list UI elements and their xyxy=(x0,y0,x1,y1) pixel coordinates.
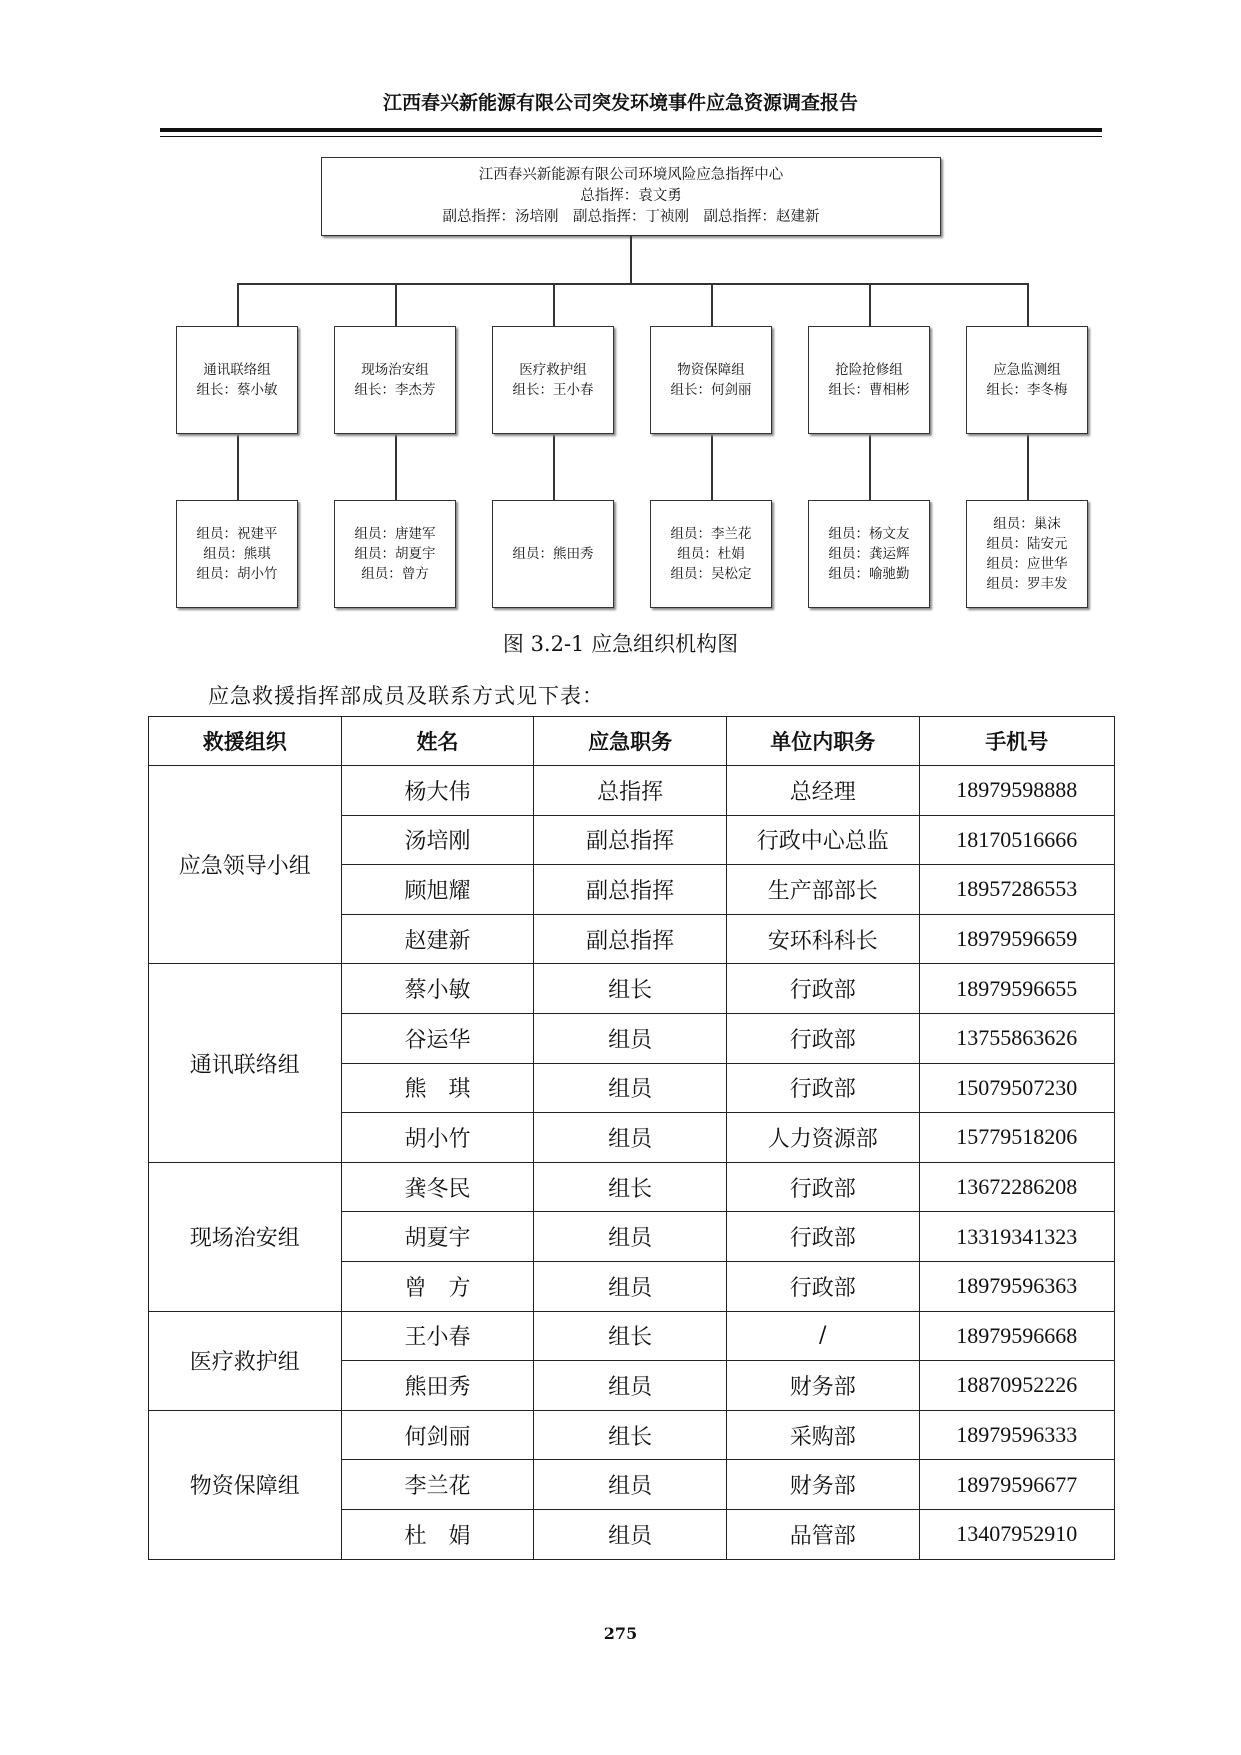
group-leader-box xyxy=(966,326,1088,434)
phone-cell: 13755863626 xyxy=(919,1013,1114,1063)
page-header-title: 江西春兴新能源有限公司突发环境事件应急资源调查报告 xyxy=(382,92,858,114)
role-cell: 组长 xyxy=(534,1311,727,1361)
role-cell: 副总指挥 xyxy=(534,865,727,915)
group-member: 组员：曾方 xyxy=(361,566,429,582)
name-cell: 胡夏宇 xyxy=(341,1212,534,1262)
group-member: 组员：龚运辉 xyxy=(828,546,910,562)
group-name: 通讯联络组 xyxy=(203,362,271,378)
group-leader: 组长：王小春 xyxy=(512,382,594,398)
group-members-box xyxy=(966,500,1088,608)
group-name: 医疗救护组 xyxy=(519,362,587,378)
role-cell: 总指挥 xyxy=(534,766,727,816)
name-cell: 何剑丽 xyxy=(341,1410,534,1460)
phone-cell: 18979596668 xyxy=(919,1311,1114,1361)
figure-caption: 图 3.2-1 应急组织机构图 xyxy=(502,632,739,656)
position-cell: 财务部 xyxy=(726,1460,919,1510)
header-cell: 救援组织 xyxy=(149,717,342,766)
name-cell: 胡小竹 xyxy=(341,1113,534,1163)
group-leader-box xyxy=(650,326,772,434)
contacts-table xyxy=(148,716,1115,1560)
group-leader: 组长：何剑丽 xyxy=(670,382,752,398)
name-cell: 王小春 xyxy=(341,1311,534,1361)
table-header-row xyxy=(149,717,1115,766)
org-chart xyxy=(0,0,1241,640)
name-cell: 顾旭耀 xyxy=(341,865,534,915)
phone-cell: 15779518206 xyxy=(919,1113,1114,1163)
role-cell: 组员 xyxy=(534,1013,727,1063)
position-cell: 人力资源部 xyxy=(726,1113,919,1163)
phone-cell: 18979596363 xyxy=(919,1261,1114,1311)
role-cell: 组员 xyxy=(534,1509,727,1559)
table-row xyxy=(149,1162,1115,1212)
connector-to-members xyxy=(237,434,239,500)
command-center-box xyxy=(321,157,941,236)
connector-to-members xyxy=(395,434,397,500)
position-cell: 总经理 xyxy=(726,766,919,816)
role-cell: 组长 xyxy=(534,1162,727,1212)
role-cell: 组员 xyxy=(534,1460,727,1510)
position-cell: 行政部 xyxy=(726,964,919,1014)
role-cell: 副总指挥 xyxy=(534,914,727,964)
group-leader-box xyxy=(492,326,614,434)
position-cell: 行政部 xyxy=(726,1013,919,1063)
phone-cell: 18170516666 xyxy=(919,815,1114,865)
header-cell: 应急职务 xyxy=(534,717,727,766)
role-cell: 副总指挥 xyxy=(534,815,727,865)
group-member: 组员：陆安元 xyxy=(986,536,1068,552)
org-cell: 物资保障组 xyxy=(149,1410,342,1559)
connector-to-members xyxy=(711,434,713,500)
connector-to-members xyxy=(869,434,871,500)
role-cell: 组员 xyxy=(534,1261,727,1311)
position-cell: 品管部 xyxy=(726,1509,919,1559)
group-member: 组员：吴松定 xyxy=(670,566,752,582)
group-member: 组员：李兰花 xyxy=(670,526,752,542)
phone-cell: 15079507230 xyxy=(919,1063,1114,1113)
connector-drop xyxy=(553,283,555,326)
phone-cell: 18957286553 xyxy=(919,865,1114,915)
name-cell: 蔡小敏 xyxy=(341,964,534,1014)
group-member: 组员：唐建军 xyxy=(354,526,436,542)
group-members-box xyxy=(334,500,456,608)
org-cell: 通讯联络组 xyxy=(149,964,342,1162)
group-member: 组员：喻驰勤 xyxy=(828,566,910,582)
name-cell: 李兰花 xyxy=(341,1460,534,1510)
name-cell: 汤培刚 xyxy=(341,815,534,865)
group-members-box xyxy=(808,500,930,608)
connector-horizontal-bus xyxy=(237,283,1029,285)
phone-cell: 18979596659 xyxy=(919,914,1114,964)
group-member: 组员：熊琪 xyxy=(203,546,271,562)
org-cell: 应急领导小组 xyxy=(149,766,342,964)
connector-drop xyxy=(395,283,397,326)
group-member: 组员：杨文友 xyxy=(828,526,910,542)
phone-cell: 18979596333 xyxy=(919,1410,1114,1460)
phone-cell: 13319341323 xyxy=(919,1212,1114,1262)
name-cell: 龚冬民 xyxy=(341,1162,534,1212)
group-leader-box xyxy=(176,326,298,434)
connector-drop xyxy=(237,283,239,326)
name-cell: 赵建新 xyxy=(341,914,534,964)
contacts-table-body xyxy=(149,766,1115,1560)
position-cell: 行政部 xyxy=(726,1063,919,1113)
name-cell: 熊田秀 xyxy=(341,1361,534,1411)
role-cell: 组员 xyxy=(534,1212,727,1262)
phone-cell: 18979596655 xyxy=(919,964,1114,1014)
group-members-box xyxy=(650,500,772,608)
group-member: 组员：巢沫 xyxy=(993,516,1061,532)
position-cell: 生产部部长 xyxy=(726,865,919,915)
group-leader: 组长：蔡小敏 xyxy=(196,382,278,398)
group-name: 应急监测组 xyxy=(993,362,1061,378)
position-cell: / xyxy=(726,1311,919,1361)
header-cell: 手机号 xyxy=(919,717,1114,766)
header-cell: 姓名 xyxy=(341,717,534,766)
phone-cell: 13672286208 xyxy=(919,1162,1114,1212)
org-cell: 现场治安组 xyxy=(149,1162,342,1311)
connector-to-members xyxy=(1027,434,1029,500)
name-cell: 杨大伟 xyxy=(341,766,534,816)
name-cell: 熊 琪 xyxy=(341,1063,534,1113)
group-member: 组员：熊田秀 xyxy=(512,546,594,562)
position-cell: 行政中心总监 xyxy=(726,815,919,865)
phone-cell: 18979596677 xyxy=(919,1460,1114,1510)
group-leader-box xyxy=(808,326,930,434)
connector-trunk xyxy=(630,236,632,284)
commander-line: 总指挥：袁文勇 xyxy=(580,188,682,204)
deputy-commanders-line: 副总指挥：汤培刚 副总指挥：丁祯刚 副总指挥：赵建新 xyxy=(442,209,820,225)
position-cell: 行政部 xyxy=(726,1162,919,1212)
phone-cell: 13407952910 xyxy=(919,1509,1114,1559)
group-leader: 组长：曹相彬 xyxy=(828,382,910,398)
name-cell: 曾 方 xyxy=(341,1261,534,1311)
phone-cell: 18979598888 xyxy=(919,766,1114,816)
group-member: 组员：应世华 xyxy=(986,556,1068,572)
role-cell: 组员 xyxy=(534,1063,727,1113)
role-cell: 组员 xyxy=(534,1113,727,1163)
group-member: 组员：罗丰发 xyxy=(986,576,1068,592)
connector-to-members xyxy=(553,434,555,500)
position-cell: 行政部 xyxy=(726,1261,919,1311)
role-cell: 组长 xyxy=(534,964,727,1014)
group-leader: 组长：李杰芳 xyxy=(354,382,436,398)
command-center-title: 江西春兴新能源有限公司环境风险应急指挥中心 xyxy=(478,167,784,183)
table-row xyxy=(149,1410,1115,1460)
group-member: 组员：祝建平 xyxy=(196,526,278,542)
group-name: 抢险抢修组 xyxy=(835,362,903,378)
role-cell: 组长 xyxy=(534,1410,727,1460)
group-members-box xyxy=(492,500,614,608)
group-members-box xyxy=(176,500,298,608)
page-number: 275 xyxy=(603,1624,638,1643)
group-member: 组员：胡夏宇 xyxy=(354,546,436,562)
name-cell: 谷运华 xyxy=(341,1013,534,1063)
header-cell: 单位内职务 xyxy=(726,717,919,766)
position-cell: 行政部 xyxy=(726,1212,919,1262)
position-cell: 财务部 xyxy=(726,1361,919,1411)
connector-drop xyxy=(1027,283,1029,326)
table-intro-text: 应急救援指挥部成员及联系方式见下表： xyxy=(208,684,604,708)
role-cell: 组员 xyxy=(534,1361,727,1411)
connector-drop xyxy=(869,283,871,326)
group-member: 组员：杜娟 xyxy=(677,546,745,562)
name-cell: 杜 娟 xyxy=(341,1509,534,1559)
position-cell: 采购部 xyxy=(726,1410,919,1460)
table-row xyxy=(149,766,1115,816)
phone-cell: 18870952226 xyxy=(919,1361,1114,1411)
group-leader-box xyxy=(334,326,456,434)
group-name: 现场治安组 xyxy=(361,362,429,378)
group-member: 组员：胡小竹 xyxy=(196,566,278,582)
connector-drop xyxy=(711,283,713,326)
table-row xyxy=(149,1311,1115,1361)
table-row xyxy=(149,964,1115,1014)
position-cell: 安环科科长 xyxy=(726,914,919,964)
group-leader: 组长：李冬梅 xyxy=(986,382,1068,398)
org-cell: 医疗救护组 xyxy=(149,1311,342,1410)
group-name: 物资保障组 xyxy=(677,362,745,378)
